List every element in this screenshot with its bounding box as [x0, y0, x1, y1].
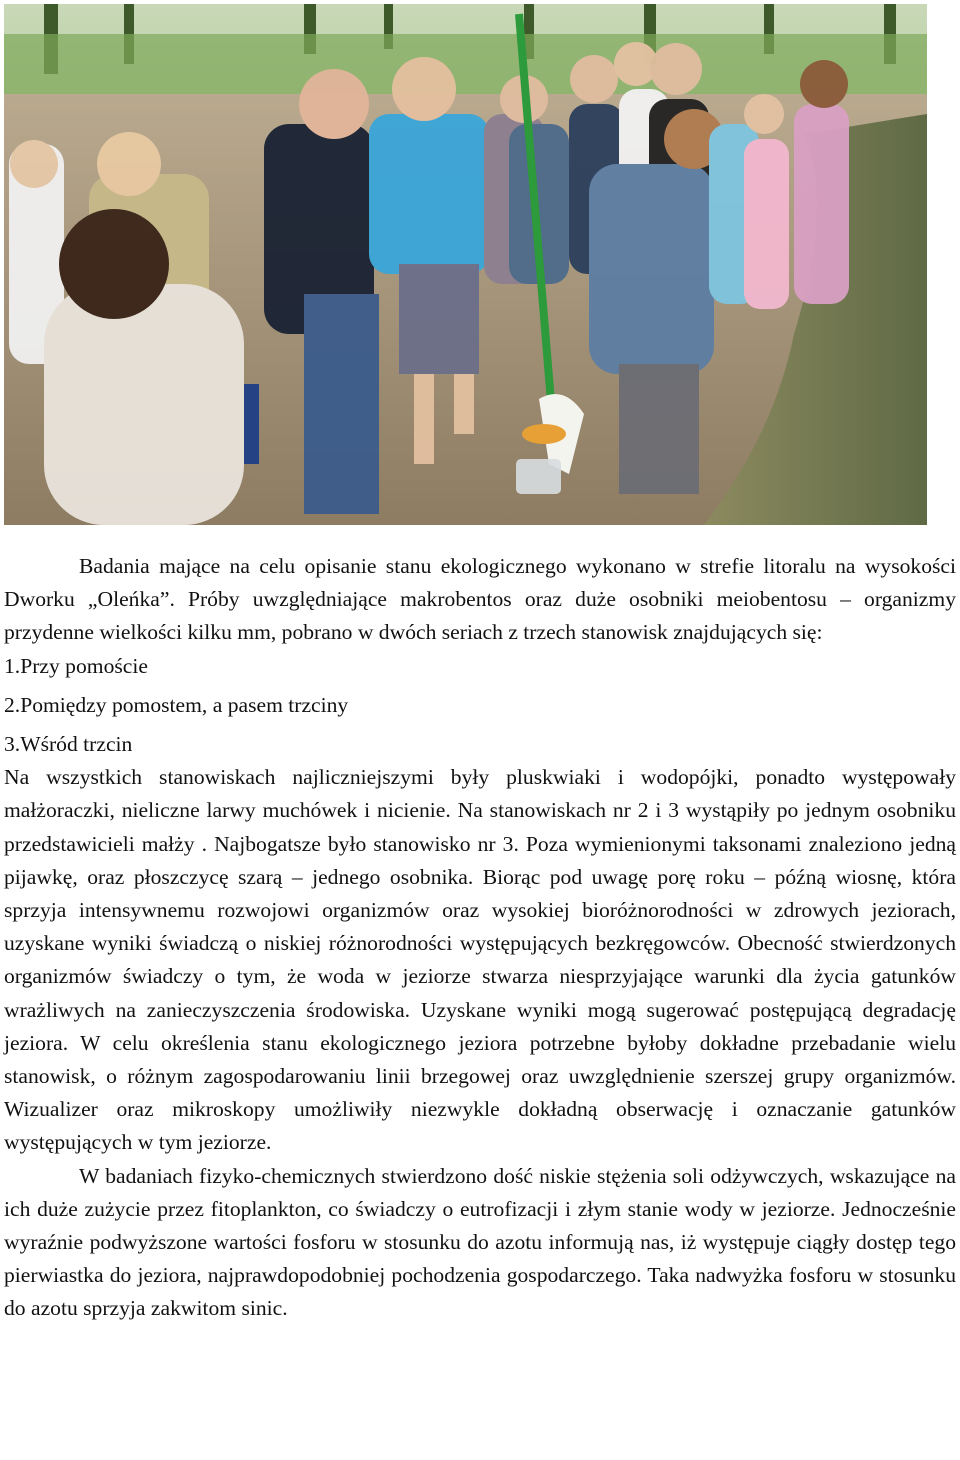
- group-photo-illustration: [4, 4, 927, 525]
- site-item-2: 2.Pomiędzy pomostem, a pasem trzciny: [4, 692, 349, 717]
- group-photo: [4, 4, 927, 525]
- chemistry-paragraph: W badaniach fizyko-chemicznych stwierdzono dość niskie stężenia soli odżywczych, wskazujące na ich duże zużycie przez fitoplankton, co świadczy o eutrofizacji i złym stanie wody w jeziorze. Jednocześnie wyraźnie podwyższone wartości fosforu w stosunku do azotu informują nas, iż występuje ciągły dostęp tego pierwiastka do jeziora, najprawdopodobniej pochodzenia gospodarczego. Taka nadwyżka fosforu w stosunku do azotu sprzyja zakwitom sinic.: [4, 1163, 956, 1321]
- article-text: [4, 550, 956, 1326]
- site-item-1: 1.Przy pomoście: [4, 653, 148, 678]
- results-paragraph: Na wszystkich stanowiskach najliczniejszymi były pluskwiaki i wodopójki, ponadto występowały małżoraczki, nieliczne larwy muchówek i nicienie. Na stanowiskach nr 2 i 3 wystąpiły po jednym osobniku przedstawicieli małży . Najbogatsze było stanowisko nr 3. Poza wymienionymi taksonami znaleziono jedną pijawkę, oraz płoszczycę szarą – jednego osobnika. Biorąc pod uwagę porę roku – późną wiosnę, która sprzyja intensywnemu rozwojowi organizmów oraz wysokiej bioróżnorodności w zdrowych jeziorach, uzyskane wyniki świadczą o niskiej różnorodności występujących bezkręgowców. Obecność stwierdzonych organizmów świadczy o tym, że woda w jeziorze stwarza niesprzyjające warunki dla życia gatunków wrażliwych na zanieczyszczenia środowiska. Uzyskane wyniki mogą sugerować postępującą degradację jeziora. W celu określenia stanu ekologicznego jeziora potrzebne byłoby dokładne przebadanie wielu stanowisk, o różnym zagospodarowaniu linii brzegowej oraz uwzględnienie szerszej grupy organizmów. Wizualizer oraz mikroskopy umożliwiły niezwykle dokładną obserwację i oznaczanie gatunków występujących w tym jeziorze.: [4, 765, 956, 1155]
- intro-paragraph: Badania mające na celu opisanie stanu ekologicznego wykonano w strefie litoralu na wysokości Dworku „Oleńka”. Próby uwzględniające makrobentos oraz duże osobniki meiobentosu – organizmy przydenne wielkości kilku mm, pobrano w dwóch seriach z trzech stanowisk znajdujących się:: [4, 554, 956, 645]
- site-item-3: 3.Wśród trzcin: [4, 732, 133, 757]
